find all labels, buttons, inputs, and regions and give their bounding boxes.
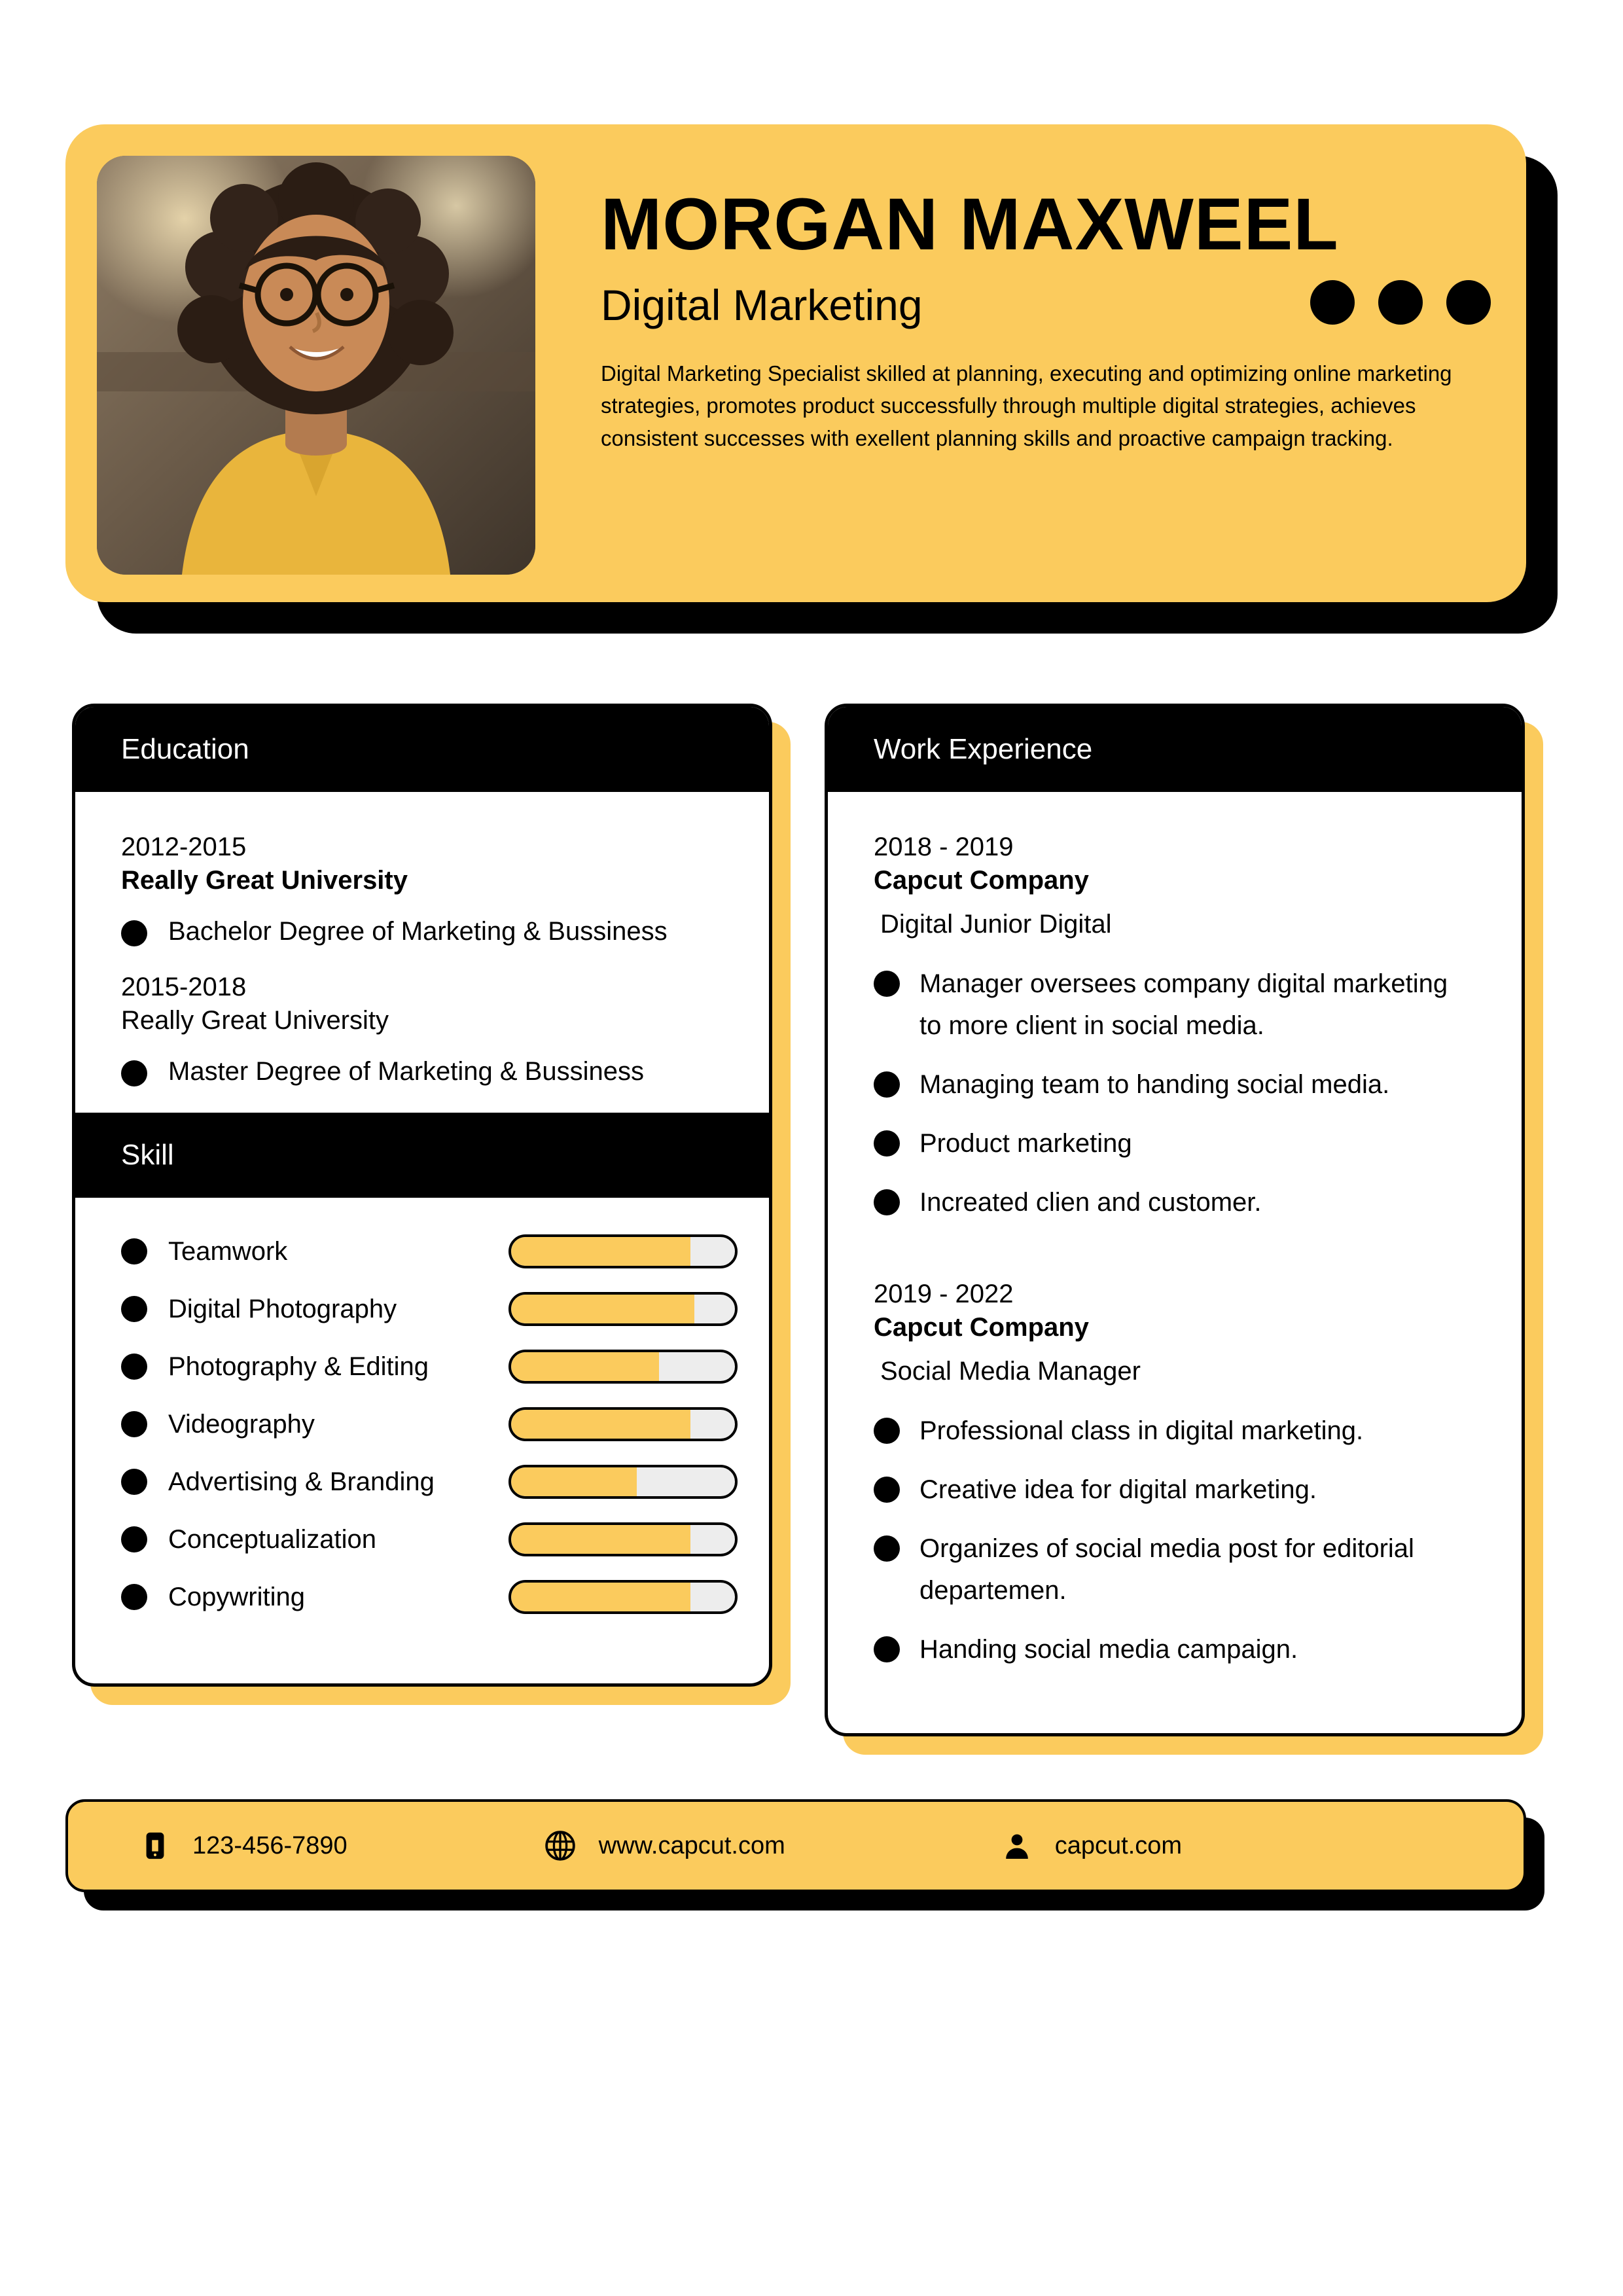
job-title: Social Media Manager: [880, 1357, 1141, 1386]
skill-item: [121, 1234, 723, 1268]
contact-handle[interactable]: [1001, 1830, 1182, 1861]
education-detail: Master Degree of Marketing & Bussiness: [168, 1057, 644, 1086]
handle-text: capcut.com: [1054, 1831, 1183, 1859]
job-point: [874, 1469, 1476, 1511]
skill-item: [121, 1522, 723, 1556]
footer-bar: [65, 1799, 1526, 1892]
skill-progress-fill: [511, 1295, 694, 1323]
job-point: [874, 1181, 1476, 1223]
skill-item: [121, 1350, 723, 1384]
contact-phone[interactable]: [140, 1831, 348, 1861]
spacer: [874, 1240, 1476, 1280]
job-point-text: Managing team to handing social media.: [919, 1070, 1390, 1099]
skill-progress-bar: [508, 1234, 738, 1268]
skill-label: Videography: [168, 1409, 315, 1439]
skill-progress-fill: [511, 1237, 690, 1266]
skill-item: [121, 1580, 723, 1614]
header-text: [535, 156, 1495, 454]
contact-website[interactable]: [544, 1829, 785, 1862]
header-card: [65, 124, 1526, 602]
skill-label: Advertising & Branding: [168, 1467, 435, 1496]
job-point-text: Handing social media campaign.: [919, 1635, 1298, 1664]
bullet-icon: [121, 1354, 147, 1380]
bullet-icon: [121, 1526, 147, 1552]
skill-progress-bar: [508, 1292, 738, 1326]
panel: [72, 704, 772, 1687]
education-detail: Bachelor Degree of Marketing & Bussiness: [168, 917, 668, 946]
profile-summary: Digital Marketing Specialist skilled at planning, executing and optimizing online marketing strategies, promotes product successfully through multiple digital strategies, achieves consistent successes with exellent planning skills and proactive campaign tracking.: [601, 361, 1452, 450]
job-point: [874, 963, 1476, 1047]
education-detail-row: [121, 1054, 723, 1089]
contact-footer: [65, 1799, 1558, 1914]
skill-progress-bar: [508, 1522, 738, 1556]
work-body: [828, 792, 1522, 1733]
skill-progress-bar: [508, 1350, 738, 1384]
body-columns: [65, 704, 1558, 1736]
skill-label: Copywriting: [168, 1582, 305, 1611]
skill-item: [121, 1465, 723, 1499]
skill-progress-fill: [511, 1410, 690, 1439]
job-point-text: Increated clien and customer.: [919, 1188, 1262, 1217]
decor-dot-icon: [1310, 280, 1355, 325]
bullet-icon: [121, 1060, 147, 1086]
job-point-text: Product marketing: [919, 1129, 1132, 1158]
header: [65, 124, 1558, 635]
job-points: [874, 1410, 1476, 1670]
skill-progress-fill: [511, 1525, 690, 1554]
skill-progress-bar: [508, 1580, 738, 1614]
job-entry: [874, 1280, 1476, 1670]
education-heading: Education: [75, 707, 769, 792]
job-point: [874, 1628, 1476, 1670]
job-point: [874, 1410, 1476, 1452]
phone-text: 123-456-7890: [192, 1831, 348, 1859]
bullet-icon: [874, 971, 900, 997]
skill-progress-fill: [511, 1583, 690, 1611]
bullet-icon: [121, 1469, 147, 1495]
bullet-icon: [874, 1071, 900, 1098]
bullet-icon: [874, 1535, 900, 1562]
avatar: [97, 156, 535, 575]
skill-progress-fill: [511, 1352, 659, 1381]
skill-heading: Skill: [75, 1113, 769, 1198]
website-text: www.capcut.com: [598, 1831, 785, 1859]
education-body: [75, 792, 769, 1683]
job-date: 2019 - 2022: [874, 1280, 1014, 1308]
job-point-text: Creative idea for digital marketing.: [919, 1475, 1317, 1504]
job-title: Digital Junior Digital: [880, 910, 1112, 939]
work-panel: [825, 704, 1525, 1736]
skill-label: Conceptualization: [168, 1524, 376, 1554]
bullet-icon: [874, 1189, 900, 1215]
job-company: Capcut Company: [874, 866, 1089, 895]
education-date: 2012-2015: [121, 833, 247, 861]
phone-icon: [140, 1831, 170, 1861]
skill-list: [121, 1198, 723, 1614]
job-company: Capcut Company: [874, 1313, 1089, 1342]
bullet-icon: [121, 1584, 147, 1610]
decor-dots: [1310, 280, 1491, 325]
work-heading: Work Experience: [828, 707, 1522, 792]
bullet-icon: [121, 1296, 147, 1322]
education-school: Really Great University: [121, 866, 408, 895]
bullet-icon: [121, 1411, 147, 1437]
bullet-icon: [874, 1477, 900, 1503]
skill-item: [121, 1292, 723, 1326]
job-date: 2018 - 2019: [874, 833, 1014, 861]
education-entry: [121, 833, 723, 949]
skill-item: [121, 1407, 723, 1441]
job-point-text: Professional class in digital marketing.: [919, 1416, 1364, 1445]
job-entry: [874, 833, 1476, 1223]
job-point-text: Organizes of social media post for editorial departemen.: [919, 1534, 1414, 1605]
job-point: [874, 1122, 1476, 1164]
bullet-icon: [874, 1418, 900, 1444]
bullet-icon: [121, 1238, 147, 1265]
left-column: [72, 704, 772, 1736]
skill-progress-fill: [511, 1467, 637, 1496]
skill-label: Photography & Editing: [168, 1352, 429, 1381]
decor-dot-icon: [1378, 280, 1423, 325]
job-points: [874, 963, 1476, 1223]
skill-progress-bar: [508, 1465, 738, 1499]
education-skill-panel: [72, 704, 772, 1687]
education-school: Really Great University: [121, 1006, 389, 1035]
education-detail-row: [121, 914, 723, 949]
bullet-icon: [121, 920, 147, 946]
right-column: [825, 704, 1525, 1736]
panel: [825, 704, 1525, 1736]
job-role: Digital Marketing: [601, 280, 923, 329]
job-point-text: Manager oversees company digital marketing to more client in social media.: [919, 969, 1448, 1040]
job-point: [874, 1064, 1476, 1105]
skill-label: Teamwork: [168, 1236, 288, 1266]
skill-progress-bar: [508, 1407, 738, 1441]
skill-label: Digital Photography: [168, 1294, 397, 1323]
education-date: 2015-2018: [121, 973, 247, 1001]
job-point: [874, 1528, 1476, 1611]
page-title: MORGAN MAXWEEL: [601, 183, 1339, 265]
bullet-icon: [874, 1636, 900, 1662]
person-icon: [1001, 1830, 1033, 1861]
bullet-icon: [874, 1130, 900, 1157]
globe-icon: [544, 1829, 577, 1862]
decor-dot-icon: [1446, 280, 1491, 325]
education-entry: [121, 973, 723, 1089]
